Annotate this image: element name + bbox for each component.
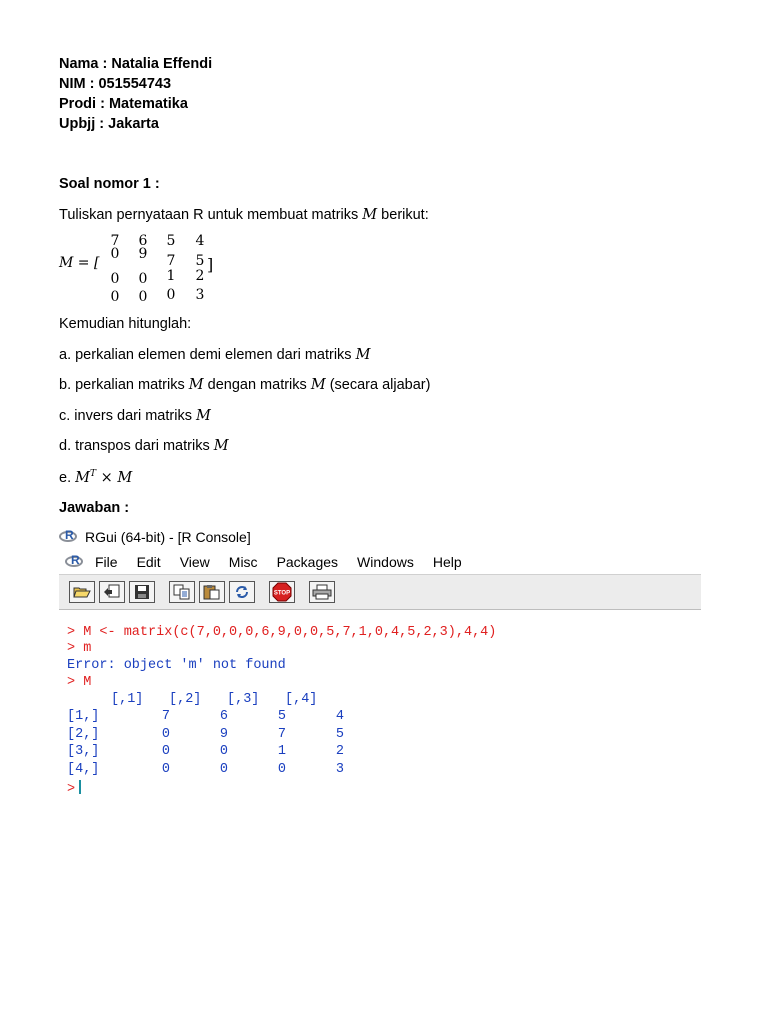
menu-file[interactable]: File [95, 554, 118, 570]
matrix-value: 0 [161, 744, 170, 759]
task-text: c. invers dari matriks [59, 408, 196, 424]
text-cursor [79, 780, 81, 794]
rgui-title-bar [59, 526, 251, 548]
col-header: [,4] [285, 692, 318, 707]
svg-text:STOP: STOP [273, 590, 291, 597]
window-title: RGui (64-bit) - [R Console] [85, 529, 251, 545]
task-var: M [75, 469, 90, 486]
r-console[interactable] [59, 616, 701, 806]
matrix-value: 0 [161, 762, 170, 777]
matrix-value: 7 [161, 709, 170, 724]
question-intro [59, 207, 429, 223]
row-header: [4,] [67, 762, 100, 777]
console-prompt[interactable] [67, 780, 81, 799]
matrix-cell: 0 [138, 289, 148, 305]
open-script-icon[interactable] [69, 581, 95, 603]
menu-edit[interactable]: Edit [136, 554, 161, 570]
matrix-value: 4 [335, 709, 344, 724]
matrix-value: 9 [219, 727, 228, 742]
matrix-cell: 1 [166, 268, 176, 284]
col-header: [,1] [111, 692, 144, 707]
menu-help[interactable]: Help [432, 554, 462, 570]
matrix-cell: 0 [166, 287, 176, 303]
intro-text: Tuliskan pernyataan R untuk membuat matriks [59, 207, 363, 223]
matrix-m [59, 233, 259, 308]
row-header: [1,] [67, 709, 100, 724]
console-error-line: Error: object 'm' not found [67, 658, 286, 673]
toolbar [59, 574, 701, 610]
matrix-cell: 7 [110, 233, 120, 249]
matrix-value: 0 [277, 762, 286, 777]
matrix-value: 3 [335, 762, 344, 777]
matrix-cell: 4 [195, 233, 205, 249]
task-b [59, 377, 430, 393]
console-input-line: > m [67, 641, 92, 656]
task-var: × M [96, 469, 133, 486]
kemudian-text: Kemudian hitunglah: [59, 316, 192, 332]
matrix-cell: 5 [195, 253, 205, 269]
task-a [59, 347, 370, 363]
matrix-label: M = [ [59, 255, 100, 271]
row-header: [2,] [67, 727, 100, 742]
matrix-value: 5 [335, 727, 344, 742]
matrix-cell: 2 [195, 268, 205, 284]
transpose-sup: T [89, 469, 96, 479]
matrix-cell: 0 [110, 271, 120, 287]
stop-icon[interactable] [269, 581, 295, 603]
task-text: (secara aljabar) [325, 377, 431, 393]
matrix-output [59, 691, 359, 781]
refresh-icon[interactable] [229, 581, 255, 603]
task-text: a. perkalian elemen demi elemen dari matriks [59, 347, 356, 363]
matrix-cell: 0 [110, 246, 120, 262]
task-text: dengan matriks [203, 377, 311, 393]
copy-icon[interactable] [169, 581, 195, 603]
matrix-cell: 6 [138, 233, 148, 249]
matrix-cell: 3 [195, 287, 205, 303]
menu-view[interactable]: View [179, 554, 210, 570]
console-input-line: > M <- matrix(c(7,0,0,0,6,9,0,0,5,7,1,0,4,5,2,3),4,4) [67, 625, 497, 640]
task-e [59, 469, 132, 486]
row-header: [3,] [67, 744, 100, 759]
task-var: M [213, 438, 229, 454]
task-var: M [355, 347, 371, 363]
console-input-line: > M [67, 675, 92, 690]
r-menu-logo-icon[interactable]: R [65, 555, 87, 569]
student-name: Nama : Natalia Effendi [59, 56, 213, 72]
r-logo-icon: R [59, 530, 81, 544]
matrix-value: 6 [219, 709, 228, 724]
task-var: M [310, 377, 326, 393]
task-text: e. [59, 469, 76, 486]
menu-bar [65, 552, 481, 572]
matrix-cell: 7 [166, 253, 176, 269]
matrix-close-bracket: ] [207, 255, 214, 274]
matrix-value: 5 [277, 709, 286, 724]
matrix-cell: 0 [110, 289, 120, 305]
print-icon[interactable] [309, 581, 335, 603]
col-header: [,2] [169, 692, 202, 707]
load-workspace-icon[interactable] [99, 581, 125, 603]
menu-misc[interactable]: Misc [228, 554, 258, 570]
matrix-cell: 5 [166, 233, 176, 249]
save-icon[interactable] [129, 581, 155, 603]
matrix-cell: 0 [138, 271, 148, 287]
matrix-value: 1 [277, 744, 286, 759]
task-c [59, 408, 211, 424]
student-nim: NIM : 051554743 [59, 76, 172, 92]
question-title: Soal nomor 1 : [59, 176, 160, 192]
task-var: M [195, 408, 211, 424]
menu-packages[interactable]: Packages [276, 554, 339, 570]
menu-windows[interactable]: Windows [357, 554, 414, 570]
paste-icon[interactable] [199, 581, 225, 603]
study-program: Prodi : Matematika [59, 96, 188, 112]
matrix-value: 0 [219, 744, 228, 759]
intro-text-end: berikut: [377, 207, 429, 223]
matrix-value: 7 [277, 727, 286, 742]
col-header: [,3] [227, 692, 260, 707]
task-var: M [188, 377, 204, 393]
task-text: d. transpos dari matriks [59, 438, 214, 454]
matrix-value: 2 [335, 744, 344, 759]
upbjj: Upbjj : Jakarta [59, 116, 159, 132]
jawaban-label: Jawaban : [59, 500, 130, 516]
matrix-value: 0 [161, 727, 170, 742]
task-d [59, 438, 229, 454]
rgui-window [59, 526, 701, 811]
prompt-symbol: > [67, 782, 76, 797]
intro-var: M [362, 207, 378, 223]
matrix-cell: 9 [138, 246, 148, 262]
matrix-value: 0 [219, 762, 228, 777]
task-text: b. perkalian matriks [59, 377, 189, 393]
